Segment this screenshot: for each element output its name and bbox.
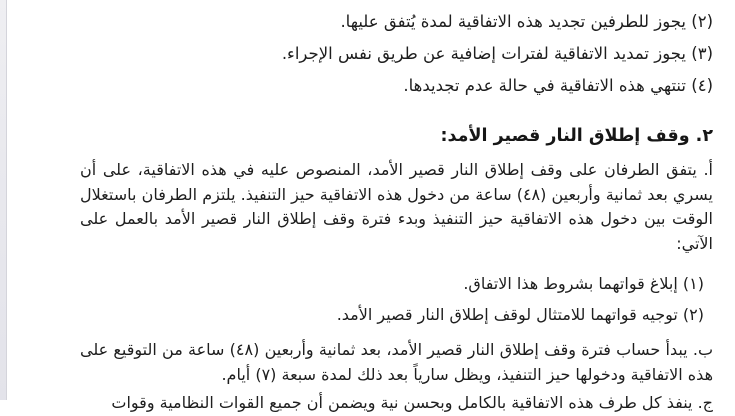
numbered-list-top [80,6,713,102]
numbered-sub-list [80,268,713,330]
item-text: إبلاغ قواتهما بشروط هذا الاتفاق. [463,274,678,293]
section-heading: ٢. وقف إطلاق النار قصير الأمد: [440,126,713,146]
item-text: تنتهي هذه الاتفاقية في حالة عدم تجديدها. [403,76,686,95]
clause-b: ب. يبدأ حساب فترة وقف إطلاق النار قصير الأمد، بعد ثمانية وأربعين (٤٨) ساعة من التوقيع على هذه الاتفاقية ودخولها حيز التنفيذ، ويظل سارياً بعد ذلك لمدة سبعة (٧) أيام. [80,340,713,384]
sub-list-item-1 [80,268,704,299]
item-text: يجوز للطرفين تجديد هذه الاتفاقية لمدة يُتفق عليها. [340,12,686,31]
list-item-2 [80,6,713,38]
sub-list-item-2 [80,299,704,330]
item-text: توجيه قواتهما للامتثال لوقف إطلاق النار قصير الأمد. [336,305,678,324]
item-number: (١) [682,274,704,293]
item-number: (٤) [691,76,713,95]
item-text: يجوز تمديد الاتفاقية لفترات إضافية عن طريق نفس الإجراء. [281,44,686,63]
item-number: (٢) [682,305,704,324]
viewer-page-left-edge [0,0,7,400]
list-item-4 [80,70,713,102]
clause-a: أ. يتفق الطرفان على وقف إطلاق النار قصير الأمد، المنصوص عليه في هذه الاتفاقية، على أن يسري بعد ثمانية وأربعين (٤٨) ساعة من دخول هذه الاتفاقية حيز التنفيذ. يلتزم الطرفان باستغلال الوقت بين دخول هذه الاتفاقية حيز التنفيذ وبدء فترة وقف إطلاق النار قصير الأمد بالعمل على الآتي: [80,160,714,253]
item-number: (٣) [691,44,713,63]
clause-c-partial: ج. ينفذ كل طرف هذه الاتفاقية بالكامل وبحسن نية ويضمن أن جميع القوات النظامية وقوات [111,393,713,412]
list-item-3 [80,38,713,70]
document-content [80,0,713,416]
item-number: (٢) [691,12,713,31]
